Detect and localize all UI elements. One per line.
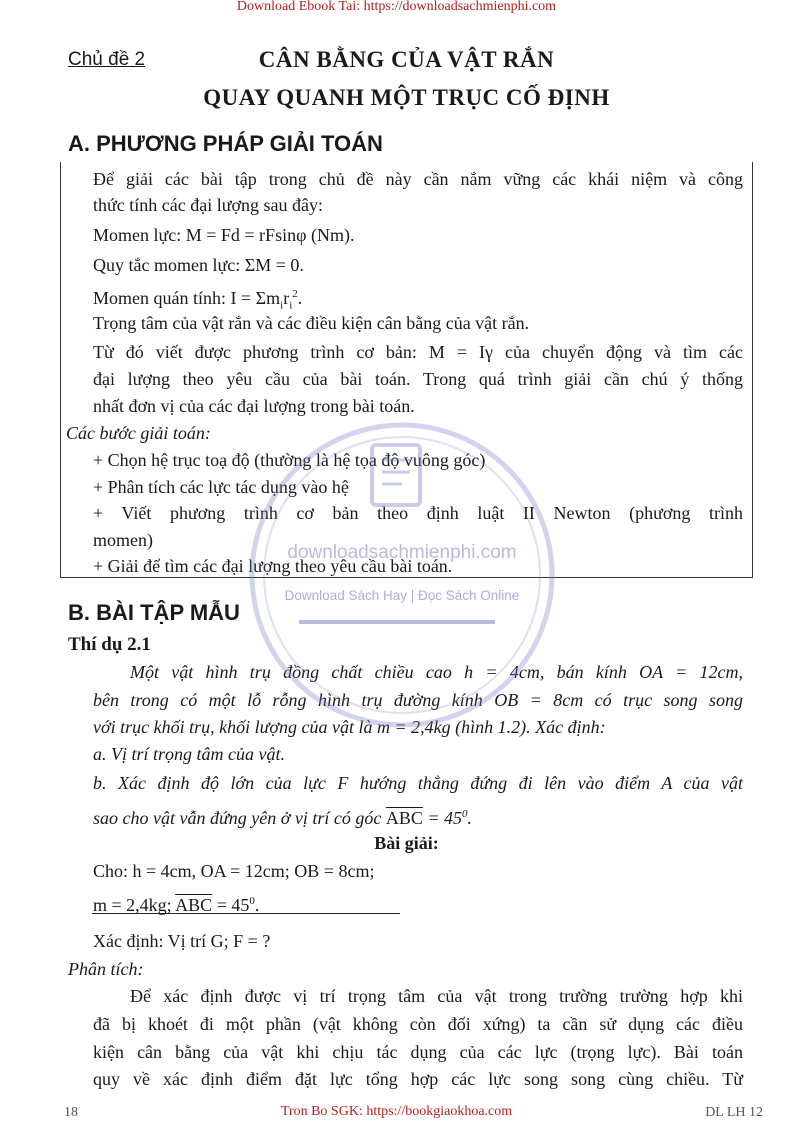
- page-number: 18: [64, 1105, 78, 1120]
- watermark-site-text: downloadsachmienphi.com: [287, 542, 517, 563]
- analysis-line: Để xác định được vị trí trọng tâm của vật trong trường trường hợp khi: [130, 986, 743, 1006]
- analysis-line: kiện cân bằng của vật khi chịu tác dụng của các lực (trọng lực). Bài toán: [93, 1042, 743, 1062]
- given-underline: [92, 913, 400, 914]
- problem-line: bên trong có một lỗ rỗng hình trụ đường kính OB = 8cm có trục song song: [93, 690, 743, 710]
- box-line-moment-of-inertia: Momen quán tính: $I = \Sigma m_ir_i^2$.: [93, 288, 303, 312]
- page-title-line-2: QUAY QUANH MỘT TRỤC CỐ ĐỊNH: [203, 85, 610, 110]
- analysis-line: đã bị khoét đi một phần (vật không còn đối xứng) ta cần sử dụng các điều: [93, 1014, 743, 1034]
- problem-line: với trục khối trụ, khối lượng của vật là m = 2,4kg (hình 1.2). Xác định:: [93, 717, 606, 737]
- step-item: + Giải để tìm các đại lượng theo yêu cầu bài toán.: [93, 556, 453, 576]
- top-download-banner[interactable]: Download Ebook Tai: https://downloadsachmienphi.com: [236, 0, 557, 14]
- box-line: thức tính các đại lượng sau đây:: [93, 195, 323, 215]
- analysis-line: quy về xác định điểm đặt lực tổng hợp các lực song song cùng chiều. Từ: [93, 1069, 743, 1089]
- problem-part-b-continued: sao cho vật vẫn đứng yên ở vị trí có góc $\overline{ABC} = 45^0$.: [93, 808, 473, 828]
- section-b-heading: B. BÀI TẬP MẪU: [68, 600, 240, 625]
- given-line: Cho: h = 4cm, OA = 12cm; OB = 8cm;: [93, 861, 375, 881]
- step-item: + Viết phương trình cơ bản theo định luật II Newton (phương trình: [93, 503, 743, 523]
- page-footer-code: DL LH 12: [705, 1105, 763, 1120]
- watermark-tagline: Download Sách Hay | Đọc Sách Online: [284, 588, 520, 603]
- section-a-heading: A. PHƯƠNG PHÁP GIẢI TOÁN: [68, 131, 383, 156]
- analysis-label: Phân tích:: [68, 959, 144, 979]
- box-line: nhất đơn vị của các đại lượng trong bài toán.: [93, 396, 415, 416]
- box-line-torque-rule: Quy tắc momen lực: ΣM = 0.: [93, 255, 304, 275]
- box-line: Trọng tâm của vật rắn và các điều kiện cân bằng của vật rắn.: [93, 313, 530, 333]
- watermark-bar: [299, 620, 495, 624]
- step-item: + Phân tích các lực tác dụng vào hệ: [93, 477, 349, 497]
- page-title-line-1: CÂN BẰNG CỦA VẬT RẮN: [258, 47, 555, 72]
- box-line: đại lượng theo yêu cầu của bài toán. Trong quá trình giải cần chú ý thống: [93, 369, 743, 389]
- problem-line: Một vật hình trụ đồng chất chiều cao h = 4cm, bán kính OA = 12cm,: [130, 662, 743, 682]
- problem-part-a: a. Vị trí trọng tâm của vật.: [93, 744, 285, 764]
- given-line: m = 2,4kg; $\overline{ABC} = 45^0$.: [93, 895, 260, 915]
- bottom-textbook-banner[interactable]: Tron Bo SGK: https://bookgiaokhoa.com: [280, 1104, 513, 1119]
- steps-label: Các bước giải toán:: [66, 423, 211, 443]
- problem-part-b: b. Xác định độ lớn của lực F hướng thẳng đứng đi lên vào điểm A của vật: [93, 773, 743, 793]
- chapter-label: Chủ đề 2: [68, 49, 146, 70]
- example-title: Thí dụ 2.1: [68, 634, 151, 655]
- solution-title: Bài giải:: [374, 833, 439, 853]
- step-item: + Chọn hệ trục toạ độ (thường là hệ tọa độ vuông góc): [93, 450, 486, 470]
- box-line: Từ đó viết được phương trình cơ bản: M = Iγ của chuyển động và tìm các: [93, 342, 743, 362]
- unknowns-line: Xác định: Vị trí G; F = ?: [93, 931, 271, 951]
- box-line: Để giải các bài tập trong chủ đề này cần nắm vững các khái niệm và công: [93, 169, 743, 189]
- step-item-continued: momen): [93, 530, 153, 550]
- box-line-torque-formula: Momen lực: M = Fd = rFsinφ (Nm).: [93, 225, 355, 245]
